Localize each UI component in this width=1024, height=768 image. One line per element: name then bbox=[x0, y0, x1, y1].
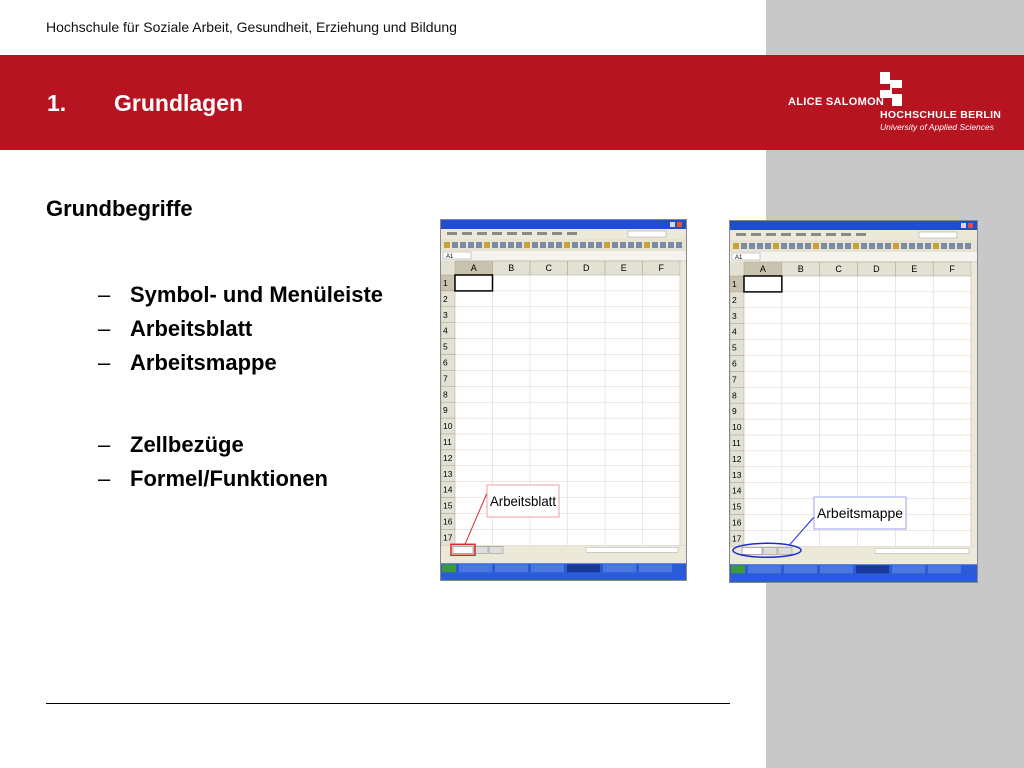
bullet-item bbox=[98, 346, 398, 380]
bullet-list bbox=[98, 278, 398, 496]
toolbar-icon bbox=[532, 242, 538, 248]
toolbar-icon bbox=[468, 242, 474, 248]
row-header-label: 9 bbox=[732, 406, 737, 417]
column-header-label: E bbox=[620, 263, 627, 273]
sheet-tab bbox=[489, 546, 503, 553]
toolbar-icon bbox=[564, 242, 570, 248]
toolbar-icon bbox=[749, 243, 755, 249]
toolbar-icon bbox=[773, 243, 779, 249]
sheet-tab bbox=[474, 546, 488, 553]
help-box bbox=[919, 232, 957, 238]
menu-item bbox=[766, 233, 776, 236]
bullet-text: Arbeitsmappe bbox=[130, 350, 277, 375]
toolbar-icon bbox=[965, 243, 971, 249]
row-header-label: 4 bbox=[443, 325, 448, 336]
toolbar-icon bbox=[580, 242, 586, 248]
toolbar-icon bbox=[556, 242, 562, 248]
column-header-label: C bbox=[545, 263, 552, 273]
university-logo bbox=[788, 72, 1008, 134]
row-header-label: 12 bbox=[443, 452, 453, 463]
row-header-label: 8 bbox=[443, 389, 448, 400]
callout-label: Arbeitsmappe bbox=[817, 505, 904, 521]
help-box bbox=[628, 231, 666, 237]
taskbar-item bbox=[892, 565, 925, 573]
toolbar-icon bbox=[588, 242, 594, 248]
row-header-label: 17 bbox=[732, 533, 742, 544]
bullet-dash: – bbox=[98, 466, 111, 491]
minimize-icon bbox=[670, 222, 675, 227]
row-header-label: 10 bbox=[732, 422, 742, 433]
close-icon bbox=[968, 223, 973, 228]
row-header-label: 2 bbox=[732, 294, 737, 305]
row-header-label: 11 bbox=[443, 437, 452, 447]
toolbar-icon bbox=[452, 242, 458, 248]
toolbar-icon bbox=[853, 243, 859, 249]
row-header-label: 7 bbox=[443, 373, 448, 384]
taskbar-item bbox=[856, 565, 889, 573]
column-header-label: D bbox=[873, 264, 880, 274]
row-header-label: 12 bbox=[732, 453, 742, 464]
toolbar-icon bbox=[789, 243, 795, 249]
bullet-item bbox=[98, 428, 398, 462]
menu-item bbox=[811, 233, 821, 236]
toolbar-icon bbox=[813, 243, 819, 249]
logo-university: University of Applied Sciences bbox=[880, 122, 995, 132]
toolbar-icon bbox=[877, 243, 883, 249]
toolbar-icon bbox=[917, 243, 923, 249]
toolbar-icon bbox=[901, 243, 907, 249]
row-header-label: 10 bbox=[443, 421, 453, 432]
menu-item bbox=[736, 233, 746, 236]
toolbar-icon bbox=[741, 243, 747, 249]
menu-item bbox=[462, 232, 472, 235]
row-header-label: 14 bbox=[732, 485, 742, 496]
close-icon bbox=[677, 222, 682, 227]
toolbar-icon bbox=[516, 242, 522, 248]
menu-item bbox=[841, 233, 851, 236]
bullet-text: Arbeitsblatt bbox=[130, 316, 253, 341]
taskbar-item bbox=[567, 564, 600, 572]
toolbar-icon bbox=[805, 243, 811, 249]
column-header-label: D bbox=[583, 263, 590, 273]
start-button bbox=[442, 564, 456, 572]
toolbar-icon bbox=[861, 243, 867, 249]
sheet-tab bbox=[742, 547, 762, 554]
taskbar-item bbox=[784, 565, 817, 573]
institution-header: Hochschule für Soziale Arbeit, Gesundheit, Erziehung und Bildung bbox=[46, 19, 457, 35]
toolbar-icon bbox=[460, 242, 466, 248]
callout-label: Arbeitsblatt bbox=[490, 493, 557, 509]
toolbar-icon bbox=[660, 242, 666, 248]
row-header-label: 15 bbox=[443, 500, 453, 511]
toolbar-icon bbox=[893, 243, 899, 249]
toolbar-icon bbox=[612, 242, 618, 248]
row-header-label: 8 bbox=[732, 390, 737, 401]
row-header-label: 5 bbox=[732, 342, 737, 353]
horizontal-scrollbar bbox=[586, 547, 678, 552]
toolbar-icon bbox=[668, 242, 674, 248]
toolbar-icon bbox=[781, 243, 787, 249]
toolbar-icon bbox=[676, 242, 682, 248]
row-header-label: 13 bbox=[732, 469, 742, 480]
row-header-label: 6 bbox=[443, 357, 448, 368]
toolbar-icon bbox=[909, 243, 915, 249]
row-header-label: 1 bbox=[443, 278, 448, 288]
toolbar-icon bbox=[548, 242, 554, 248]
menu-item bbox=[796, 233, 806, 236]
row-header-label: 17 bbox=[443, 532, 453, 543]
toolbar-icon bbox=[925, 243, 931, 249]
row-header-label: 5 bbox=[443, 341, 448, 352]
toolbar-icon bbox=[500, 242, 506, 248]
column-header-label: C bbox=[835, 264, 842, 274]
column-header-label: E bbox=[911, 264, 918, 274]
toolbar-icon bbox=[797, 243, 803, 249]
toolbar-icon bbox=[733, 243, 739, 249]
logo-alice-salomon: ALICE SALOMON bbox=[788, 96, 885, 108]
window-title-bar bbox=[730, 221, 978, 230]
status-bar bbox=[441, 554, 687, 563]
name-box-label: A1 bbox=[735, 255, 743, 261]
menu-item bbox=[826, 233, 836, 236]
bullet-item bbox=[98, 278, 398, 312]
row-header-label: 16 bbox=[732, 517, 742, 528]
taskbar-item bbox=[820, 565, 853, 573]
taskbar-item bbox=[748, 565, 781, 573]
toolbar-icon bbox=[524, 242, 530, 248]
formula-bar bbox=[441, 251, 687, 260]
column-header-label: F bbox=[949, 264, 955, 274]
column-header-label: A bbox=[759, 264, 766, 274]
excel-screenshot-arbeitsmappe bbox=[729, 220, 978, 583]
sheet-tab bbox=[763, 547, 777, 554]
menu-item bbox=[522, 232, 532, 235]
row-header-label: 15 bbox=[732, 501, 742, 512]
toolbar-icon bbox=[628, 242, 634, 248]
section-heading: Grundbegriffe bbox=[46, 196, 193, 221]
name-box-label: A1 bbox=[446, 254, 454, 260]
toolbar-icon bbox=[949, 243, 955, 249]
menu-item bbox=[537, 232, 547, 235]
excel-screenshot-svg bbox=[441, 220, 687, 581]
logo-hochschule: HOCHSCHULE BERLIN bbox=[880, 109, 1002, 121]
toolbar-icon bbox=[845, 243, 851, 249]
menu-item bbox=[567, 232, 577, 235]
excel-screenshot-arbeitsblatt bbox=[440, 219, 687, 581]
bullet-text: Symbol- und Menüleiste bbox=[130, 282, 384, 307]
row-header-label: 13 bbox=[443, 468, 453, 479]
menu-item bbox=[492, 232, 502, 235]
toolbar-icon bbox=[508, 242, 514, 248]
toolbar-icon bbox=[620, 242, 626, 248]
sheet-tab bbox=[778, 547, 792, 554]
grid-area bbox=[441, 261, 687, 545]
slide-number: 1. bbox=[47, 90, 67, 116]
toolbar-icon bbox=[644, 242, 650, 248]
bullet-item bbox=[98, 462, 398, 496]
row-header-label: 7 bbox=[732, 374, 737, 385]
menu-item bbox=[751, 233, 761, 236]
row-header-label: 4 bbox=[732, 326, 737, 337]
toolbar-icon bbox=[596, 242, 602, 248]
menu-item bbox=[781, 233, 791, 236]
row-header-label: 3 bbox=[443, 309, 448, 320]
taskbar-item bbox=[531, 564, 564, 572]
row-header-label: 2 bbox=[443, 293, 448, 304]
bullet-item bbox=[98, 312, 398, 346]
toolbar-icon bbox=[636, 242, 642, 248]
toolbar-icon bbox=[604, 242, 610, 248]
taskbar-item bbox=[459, 564, 492, 572]
toolbar-icon bbox=[492, 242, 498, 248]
bullet-dash: – bbox=[98, 316, 111, 341]
column-header-label: B bbox=[508, 263, 515, 273]
bullet-text: Formel/Funktionen bbox=[130, 466, 328, 491]
column-header-label: F bbox=[658, 263, 664, 273]
toolbar-icon bbox=[484, 242, 490, 248]
toolbar-icon bbox=[757, 243, 763, 249]
taskbar-item bbox=[639, 564, 672, 572]
toolbar-icon bbox=[476, 242, 482, 248]
toolbar-icon bbox=[933, 243, 939, 249]
toolbar-icon bbox=[572, 242, 578, 248]
formula-bar bbox=[730, 252, 978, 261]
menu-item bbox=[856, 233, 866, 236]
menu-item bbox=[507, 232, 517, 235]
taskbar-item bbox=[928, 565, 961, 573]
column-header-label: B bbox=[797, 264, 804, 274]
toolbar-icon bbox=[869, 243, 875, 249]
menu-item bbox=[477, 232, 487, 235]
toolbar-icon bbox=[821, 243, 827, 249]
horizontal-scrollbar bbox=[875, 548, 969, 553]
bullet-dash: – bbox=[98, 282, 111, 307]
row-header-label: 16 bbox=[443, 516, 453, 527]
excel-screenshot-svg bbox=[730, 221, 978, 583]
menu-item bbox=[447, 232, 457, 235]
toolbar-icon bbox=[829, 243, 835, 249]
row-header-label: 11 bbox=[732, 438, 741, 448]
minimize-icon bbox=[961, 223, 966, 228]
row-header-label: 6 bbox=[732, 358, 737, 369]
toolbar-icon bbox=[837, 243, 843, 249]
toolbar-icon bbox=[885, 243, 891, 249]
toolbar-icon bbox=[957, 243, 963, 249]
toolbar-icon bbox=[765, 243, 771, 249]
footer-divider bbox=[46, 703, 730, 704]
window-title-bar bbox=[441, 220, 687, 229]
toolbar-icon bbox=[652, 242, 658, 248]
row-header-label: 3 bbox=[732, 310, 737, 321]
menu-item bbox=[552, 232, 562, 235]
row-header-label: 1 bbox=[732, 279, 737, 289]
toolbar-icon bbox=[444, 242, 450, 248]
column-header-label: A bbox=[470, 263, 477, 273]
sheet-tab bbox=[453, 546, 473, 553]
start-button bbox=[731, 565, 745, 573]
toolbar-icon bbox=[941, 243, 947, 249]
vertical-scrollbar bbox=[680, 261, 687, 545]
vertical-scrollbar bbox=[971, 262, 978, 546]
row-header-label: 9 bbox=[443, 405, 448, 416]
slide-title: Grundlagen bbox=[114, 90, 244, 116]
bullet-dash: – bbox=[98, 350, 111, 375]
taskbar-item bbox=[495, 564, 528, 572]
toolbar-icon bbox=[540, 242, 546, 248]
row-header-label: 14 bbox=[443, 484, 453, 495]
logo-mark-icon bbox=[880, 72, 902, 106]
bullet-text: Zellbezüge bbox=[130, 432, 244, 457]
bullet-dash: – bbox=[98, 432, 111, 457]
taskbar-item bbox=[603, 564, 636, 572]
